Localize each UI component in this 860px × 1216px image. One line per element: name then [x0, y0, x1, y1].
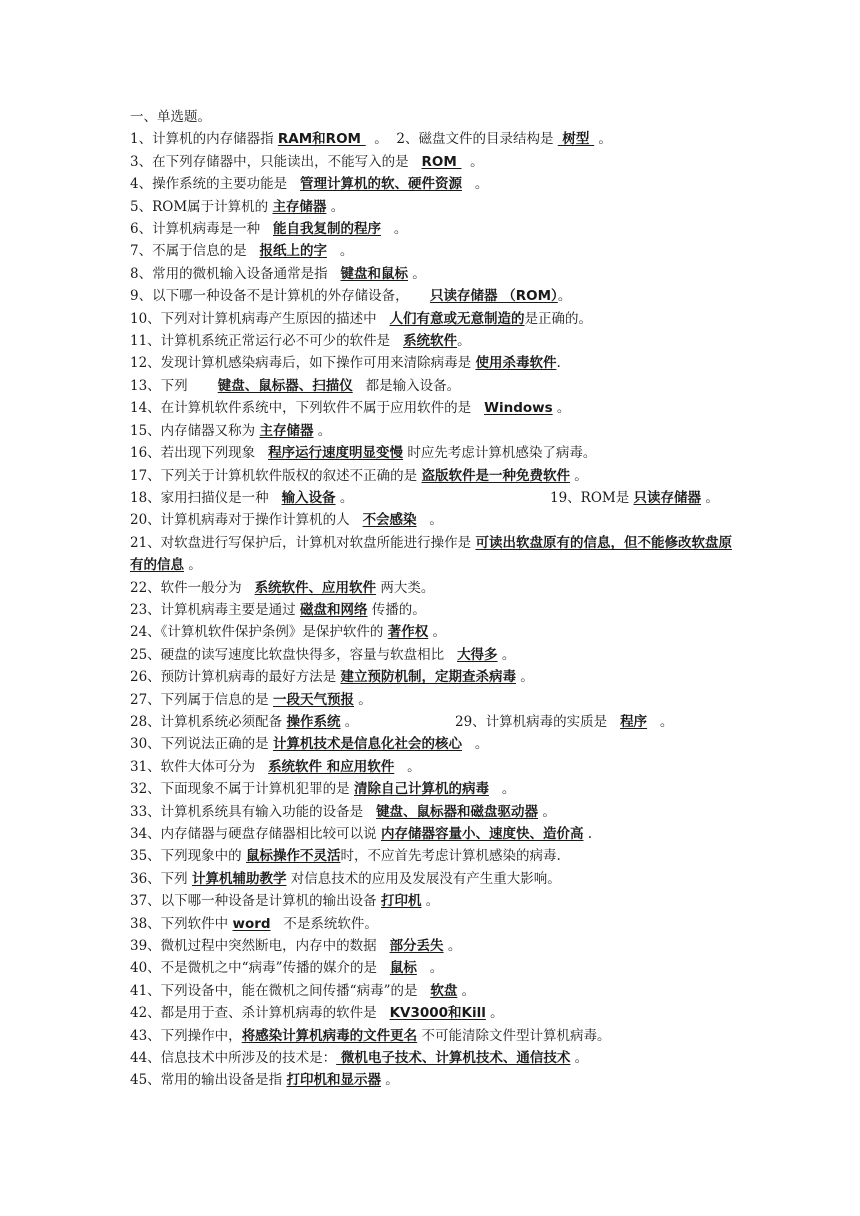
question-text: 。 2、磁盘文件的目录结构是	[365, 131, 558, 148]
question-text: 10、下列对计算机病毒产生原因的描述中	[130, 310, 390, 327]
question-text: 。	[421, 893, 440, 910]
answer-text: 部分丢失	[389, 938, 444, 955]
question-text: 30、下列说法正确的是	[130, 736, 273, 753]
question-text: 20、计算机病毒对于操作计算机的人	[130, 512, 363, 529]
question-text: 。	[461, 176, 489, 193]
answer-text: 盗版软件是一种免费软件	[421, 467, 570, 484]
question-text: 。	[570, 1050, 589, 1067]
question-text: 。	[443, 938, 462, 955]
question-list	[130, 106, 740, 1092]
question-text: 。	[380, 1072, 399, 1089]
question-text: 两大类。	[376, 579, 435, 596]
question-line	[130, 621, 740, 643]
answer-text: 键盘和鼠标	[340, 265, 408, 282]
answer-text: 著作权	[387, 624, 429, 641]
question-text: 33、计算机系统具有输入功能的设备是	[130, 803, 377, 820]
question-text: 。	[515, 669, 534, 686]
answer-text: 人们有意或无意制造的	[389, 310, 525, 327]
answer-text: 清除自己计算机的病毒	[353, 781, 489, 798]
question-line	[130, 1002, 740, 1024]
question-text: 12、发现计算机感染病毒后，如下操作可用来清除病毒是	[130, 355, 476, 372]
answer-text: 计算机技术是信息化社会的核心	[272, 736, 462, 753]
question-text: 7、不属于信息的是	[130, 243, 260, 260]
question-text: 32、下面现象不属于计算机犯罪的是	[130, 781, 354, 798]
answer-text: RAM和ROM	[277, 131, 366, 148]
answer-text: 管理计算机的软、硬件资源	[299, 176, 462, 193]
question-line	[130, 330, 740, 352]
section-heading: 一、单选题。	[130, 109, 211, 125]
answer-text: 鼠标操作不灵活	[245, 848, 341, 865]
answer-text: 鼠标	[389, 960, 417, 977]
question-line	[130, 935, 740, 957]
question-text: .	[556, 355, 561, 372]
question-line	[130, 151, 740, 173]
question-line	[130, 890, 740, 912]
question-line	[130, 599, 740, 621]
question-line	[130, 420, 740, 442]
question-text: 1、计算机的内存储器指	[130, 131, 278, 148]
answer-text: 使用杀毒软件	[475, 355, 557, 372]
question-text: 27、下列属于信息的是	[130, 691, 273, 708]
question-text: 37、以下哪一种设备是计算机的输出设备	[130, 893, 381, 910]
question-text: 。	[380, 221, 408, 238]
question-text: 。	[416, 960, 444, 977]
question-text: 。	[457, 982, 476, 999]
question-text: 25、硬盘的读写速度比软盘快得多，容量与软盘相比	[130, 646, 458, 663]
question-text: 。	[461, 153, 484, 170]
question-line	[130, 218, 740, 240]
question-text: 。	[416, 512, 443, 529]
question-text: 。	[488, 781, 516, 798]
question-text: .	[583, 826, 593, 842]
question-line	[130, 1069, 740, 1091]
question-text	[455, 711, 673, 733]
question-text: 14、在计算机软件系统中，下列软件不属于应用软件的是	[130, 400, 485, 417]
question-text: 。	[497, 646, 516, 663]
question-text: 6、计算机病毒是一种	[130, 221, 273, 238]
question-text: 。	[340, 713, 359, 730]
answer-text: ROM	[421, 153, 462, 170]
question-text: 43、下列操作中，	[130, 1027, 242, 1044]
question-line	[130, 509, 740, 531]
answer-text: 系统软件、应用软件	[254, 579, 377, 596]
question-text: 13、下列	[130, 377, 218, 394]
answer-text: 能自我复制的程序	[272, 221, 381, 238]
answer-text: 键盘、鼠标器和磁盘驱动器	[376, 803, 539, 820]
answer-text: 键盘、鼠标器、扫描仪	[217, 377, 353, 394]
question-text: 。	[313, 422, 332, 439]
question-line	[130, 980, 740, 1002]
answer-text: KV3000和Kill	[389, 1005, 486, 1022]
answer-text: 主存储器	[259, 422, 314, 439]
question-text	[550, 487, 719, 509]
answer-text: 一段天气预报	[272, 691, 354, 708]
question-text: 。	[552, 400, 571, 417]
question-text: 。	[647, 713, 674, 730]
question-text: 24、《计算机软件保护条例》是保护软件的	[130, 624, 388, 641]
question-text: 19、ROM是	[550, 489, 634, 506]
answer-text: 主存储器	[272, 198, 327, 215]
question-line	[130, 801, 740, 823]
question-text: 36、下列	[130, 870, 192, 887]
question-text: 18、家用扫描仪是一种	[130, 489, 282, 506]
question-text: 38、下列软件中	[130, 915, 233, 932]
question-text: 15、内存储器又称为	[130, 422, 260, 439]
question-text: 。	[353, 691, 372, 708]
question-text: 23、计算机病毒主要是通过	[130, 601, 300, 618]
answer-text: 输入设备	[281, 489, 336, 506]
question-line	[130, 532, 740, 577]
question-text: 。	[335, 489, 354, 506]
question-line	[130, 397, 740, 419]
question-text: 31、软件大体可分为	[130, 758, 269, 775]
question-text: 传播的。	[367, 601, 426, 618]
question-line	[130, 308, 740, 330]
question-line	[130, 913, 740, 935]
answer-text: 报纸上的字	[259, 243, 327, 260]
answer-text: 大得多	[457, 646, 498, 663]
question-text: 。	[326, 198, 345, 215]
answer-text: 建立预防机制，定期查杀病毒	[340, 669, 516, 686]
question-text: 28、计算机系统必须配备	[130, 713, 287, 730]
answer-text: 将感染计算机病毒的文件更名	[241, 1027, 418, 1044]
question-line	[130, 1025, 740, 1047]
answer-text: 软盘	[430, 982, 458, 999]
question-text: 不可能清除文件型计算机病毒。	[417, 1027, 611, 1044]
question-text: 21、对软盘进行写保护后，计算机对软盘所能进行操作是	[130, 534, 476, 551]
question-line	[130, 577, 740, 599]
question-text: 都是输入设备。	[352, 377, 461, 394]
question-text: 。	[394, 758, 421, 775]
question-line	[130, 666, 740, 688]
answer-text: 系统软件	[403, 333, 458, 350]
question-line	[130, 756, 740, 778]
question-line	[130, 465, 740, 487]
answer-text: 计算机辅助教学	[191, 870, 287, 887]
question-text: 。	[457, 333, 471, 350]
question-line	[130, 957, 740, 979]
answer-text: 打印机和显示器	[286, 1072, 381, 1089]
question-text: 。	[326, 243, 354, 260]
question-line	[130, 711, 740, 733]
question-text: 对信息技术的应用及发展没有产生重大影响。	[286, 870, 561, 887]
question-text: 。	[407, 265, 426, 282]
answer-text: 打印机	[380, 893, 422, 910]
question-text: 9、以下哪一种设备不是计算机的外存储设备，	[130, 288, 431, 305]
question-line	[130, 173, 740, 195]
question-text: 35、下列现象中的	[130, 848, 246, 865]
question-text: 。	[557, 288, 572, 305]
question-text: 3、在下列存储器中，只能读出，不能写入的是	[130, 153, 422, 170]
answer-text: 只读存储器	[633, 489, 702, 506]
question-line	[130, 1047, 740, 1069]
question-text: 时应先考虑计算机感染了病毒。	[403, 445, 597, 462]
question-text: 42、都是用于查、杀计算机病毒的软件是	[130, 1005, 390, 1022]
question-text: 时，不应首先考虑计算机感染的病毒.	[340, 848, 561, 865]
answer-text: 程序运行速度明显变慢	[268, 445, 404, 462]
question-line	[130, 375, 740, 397]
answer-text: 操作系统	[286, 713, 341, 730]
answer-text: 磁盘和网络	[299, 601, 368, 618]
question-text: 29、计算机病毒的实质是	[455, 713, 621, 730]
question-line	[130, 868, 740, 890]
question-line	[130, 352, 740, 374]
question-text: 。	[461, 736, 489, 753]
answer-text: 系统软件 和应用软件	[268, 758, 395, 775]
question-text: 22、软件一般分为	[130, 579, 255, 596]
question-text: 40、不是微机之中“病毒”传播的媒介的是	[130, 960, 390, 977]
question-line	[130, 689, 740, 711]
question-text: 45、常用的输出设备是指	[130, 1072, 287, 1089]
answer-text: Windows	[484, 400, 553, 417]
question-line	[130, 823, 740, 845]
question-text: 8、常用的微机输入设备通常是指	[130, 265, 341, 282]
question-text: 。	[428, 624, 447, 641]
question-line	[130, 644, 740, 666]
answer-text: 微机电子技术、计算机技术、通信技术	[336, 1050, 571, 1067]
question-text: 41、下列设备中，能在微机之间传播“病毒”的是	[130, 982, 431, 999]
question-line	[130, 263, 740, 285]
question-text: 44、信息技术中所涉及的技术是：	[130, 1050, 337, 1067]
question-text: 。	[184, 557, 202, 574]
question-text: 。	[485, 1005, 504, 1022]
answer-text: 内存储器容量小、速度快、造价高	[380, 826, 584, 842]
question-text: 39、微机过程中突然断电，内存中的数据	[130, 938, 390, 955]
question-text: 。	[701, 489, 719, 506]
question-text: 。	[569, 467, 588, 484]
answer-text: 不会感染	[362, 512, 417, 529]
question-text: 。	[594, 131, 612, 148]
question-line	[130, 128, 740, 150]
answer-text: 可读出软盘原有的信息，但不能修改软盘原有的信息	[130, 534, 732, 574]
question-line	[130, 487, 740, 509]
question-line	[130, 240, 740, 262]
answer-text: word	[232, 915, 271, 932]
question-text: 是正确的。	[524, 310, 593, 327]
answer-text: 树型	[557, 131, 595, 148]
question-text: 11、计算机系统正常运行必不可少的软件是	[130, 333, 404, 350]
answer-text: 程序	[620, 713, 648, 730]
answer-text: 只读存储器 （ROM）	[430, 288, 558, 305]
question-line	[130, 442, 740, 464]
question-line	[130, 196, 740, 218]
question-line	[130, 285, 740, 307]
question-text: 。	[538, 803, 556, 820]
question-text: 4、操作系统的主要功能是	[130, 176, 300, 193]
question-line	[130, 778, 740, 800]
question-text: 16、若出现下列现象	[130, 445, 269, 462]
question-line	[130, 845, 740, 867]
question-text: 不是系统软件。	[270, 915, 378, 932]
question-text: 17、下列关于计算机软件版权的叙述不正确的是	[130, 467, 422, 484]
question-text: 5、ROM属于计算机的	[130, 198, 273, 215]
question-line	[130, 733, 740, 755]
question-text: 34、内存储器与硬盘存储器相比较可以说	[130, 826, 381, 842]
question-text: 26、预防计算机病毒的最好方法是	[130, 669, 341, 686]
